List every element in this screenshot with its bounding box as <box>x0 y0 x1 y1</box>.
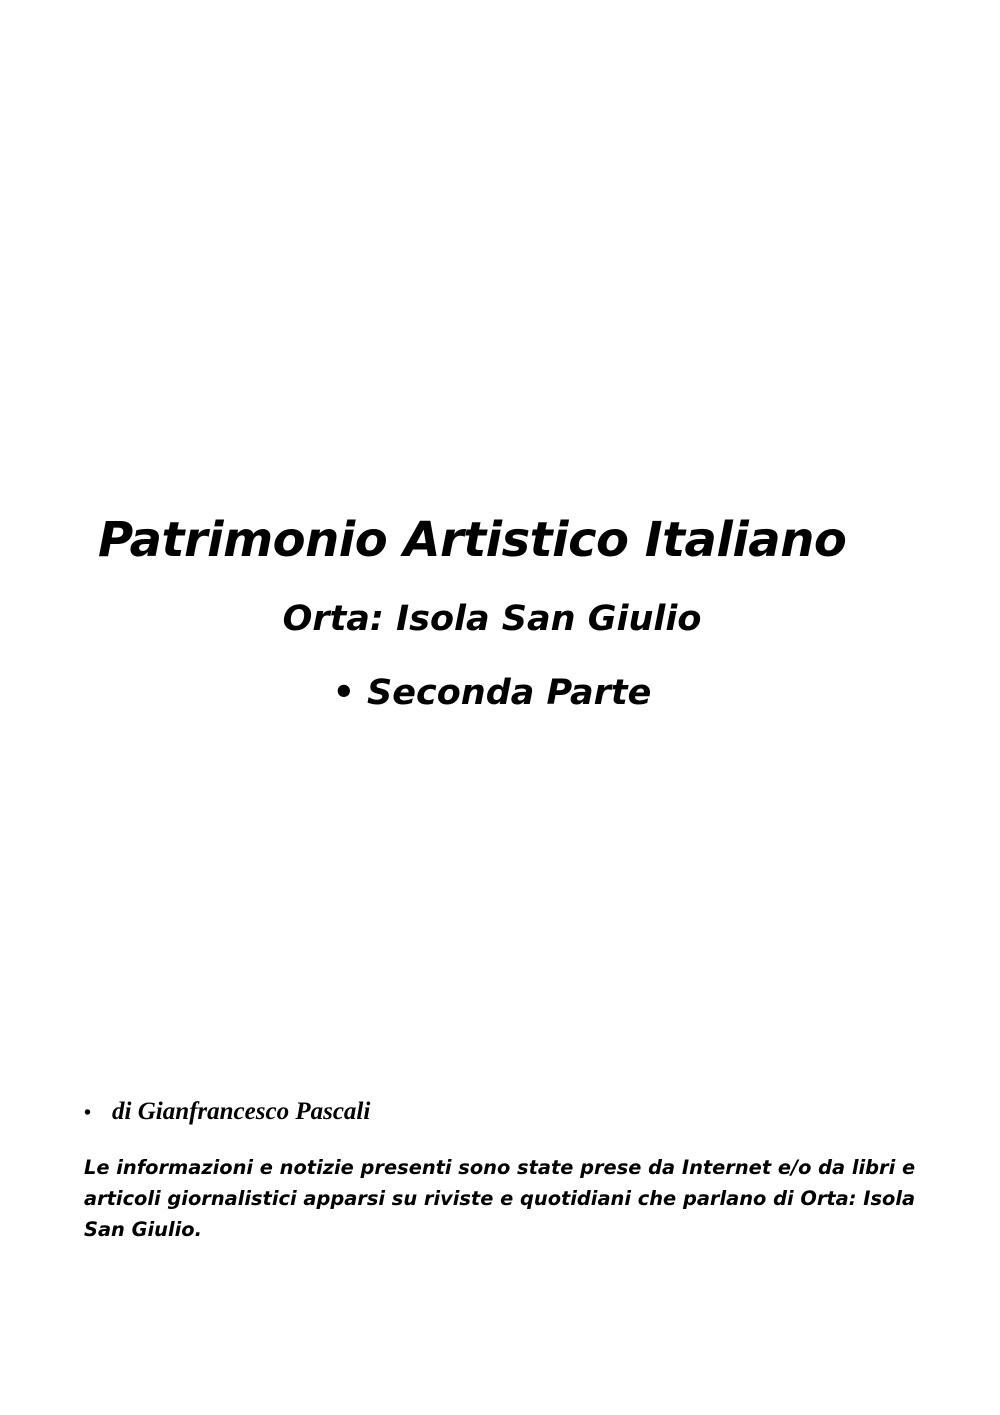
source-note <box>84 1152 954 1245</box>
author-bullet: • <box>84 1102 92 1124</box>
part-label: Seconda Parte <box>367 673 652 713</box>
author-line <box>84 1094 370 1131</box>
document-subtitle: Orta: Isola San Giulio <box>282 599 702 639</box>
part-bullet: • <box>332 673 356 713</box>
source-note-line: articoli giornalistici apparsi su riviste e quotidiani che parlano di Orta: Isola <box>84 1187 916 1210</box>
source-note-line: San Giulio. <box>84 1218 202 1241</box>
author-name: di Gianfrancesco Pascali <box>112 1098 371 1125</box>
document-title: Patrimonio Artistico Italiano <box>98 512 847 568</box>
source-note-line: Le informazioni e notizie presenti sono state prese da Internet e/o da libri e <box>84 1156 916 1179</box>
document-part <box>0 669 984 717</box>
